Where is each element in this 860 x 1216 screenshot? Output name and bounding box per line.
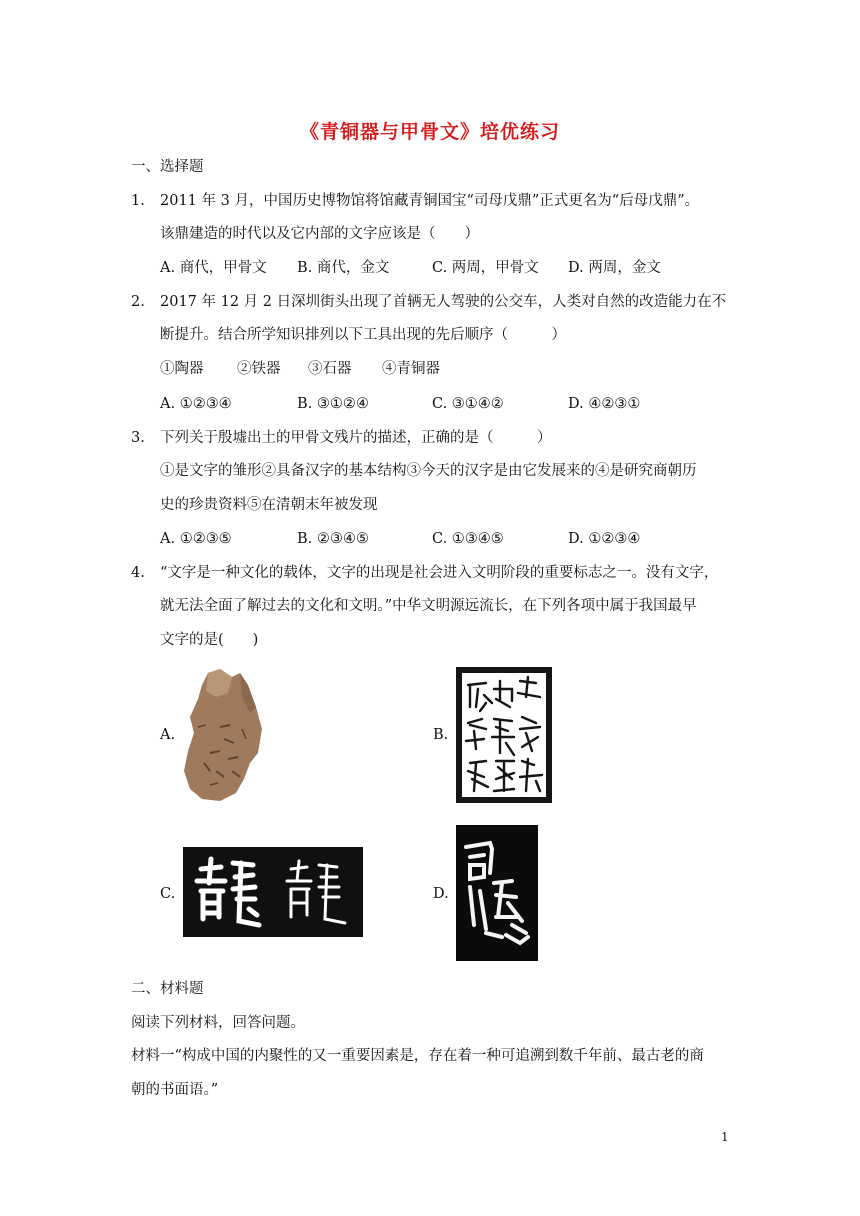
option-b[interactable]: B. 商代，金文 [297,260,390,276]
item-4: ④青铜器 [382,361,440,377]
option-c[interactable]: C. ①③④⑤ [432,531,504,547]
option-b[interactable]: B. ③①②④ [297,396,369,412]
option-c[interactable]: C. ③①④② [432,396,504,412]
option-a[interactable]: A. ①②③④ [160,396,232,412]
question-4-line-1: “文字是一种文化的载体，文字的出现是社会进入文明阶段的重要标志之一。没有文字， [160,565,719,581]
question-2-line-1: 2017 年 12 月 2 日深圳街头出现了首辆无人驾驶的公交车，人类对自然的改造能力在不 [160,294,727,310]
question-1-line-1: 2011 年 3 月，中国历史博物馆将馆藏青铜国宝“司母戊鼎”正式更名为“后母戊鼎”。 [160,193,700,209]
question-1-line-2: 该鼎建造的时代以及它内部的文字应该是（ ） [160,226,479,242]
material-intro: 阅读下列材料，回答问题。 [131,1015,305,1031]
image-option-d-label[interactable]: D. [433,886,449,902]
image-option-c-label[interactable]: C. [160,886,176,902]
question-2-number: 2. [131,294,145,310]
calligraphy-image[interactable] [183,847,363,937]
page-title: 《青铜器与甲骨文》培优练习 [299,121,560,143]
seal-script-image[interactable] [456,667,552,803]
question-4-number: 4. [131,565,145,581]
question-3-options [160,529,720,549]
question-4-line-3: 文字的是( ) [160,632,259,648]
question-3-line-3: 史的珍贵资料⑤在清朝末年被发现 [160,497,378,513]
question-3-line-1: 下列关于殷墟出土的甲骨文残片的描述，正确的是（ ） [160,430,552,446]
option-c[interactable]: C. 两周，甲骨文 [432,260,539,276]
bronze-inscription-image[interactable] [456,825,538,961]
question-2-options [160,394,720,414]
option-a[interactable]: A. ①②③⑤ [160,531,232,547]
question-1-number: 1. [131,193,145,209]
item-2: ②铁器 [237,361,281,377]
option-d[interactable]: D. 两周，金文 [568,260,661,276]
question-2-line-2: 断提升。结合所学知识排列以下工具出现的先后顺序（ ） [160,327,566,343]
option-d[interactable]: D. ①②③④ [568,531,641,547]
question-1-options [160,258,720,278]
image-option-a-label[interactable]: A. [160,727,176,743]
question-4-line-2: 就无法全面了解过去的文化和文明。”中华文明源远流长，在下列各项中属于我国最早 [160,598,697,614]
option-b[interactable]: B. ②③④⑤ [297,531,369,547]
item-3: ③石器 [308,361,352,377]
section-heading-material: 二、材料题 [131,981,204,997]
option-d[interactable]: D. ④②③① [568,396,641,412]
question-3-number: 3. [131,430,145,446]
option-a[interactable]: A. 商代，甲骨文 [160,260,267,276]
material-1-line-2: 朝的书面语。” [131,1082,219,1098]
question-3-line-2: ①是文字的雏形②具备汉字的基本结构③今天的汉字是由它发展来的④是研究商朝历 [160,463,697,479]
page-number: 1 [721,1130,729,1144]
material-1-line-1: 材料一“构成中国的内聚性的又一重要因素是，存在着一种可追溯到数千年前、最古老的商 [131,1048,704,1064]
item-1: ①陶器 [160,361,204,377]
section-heading-choice: 一、选择题 [131,159,204,175]
oracle-bone-image[interactable] [180,667,266,805]
question-2-items [160,359,480,379]
image-option-b-label[interactable]: B. [433,727,449,743]
